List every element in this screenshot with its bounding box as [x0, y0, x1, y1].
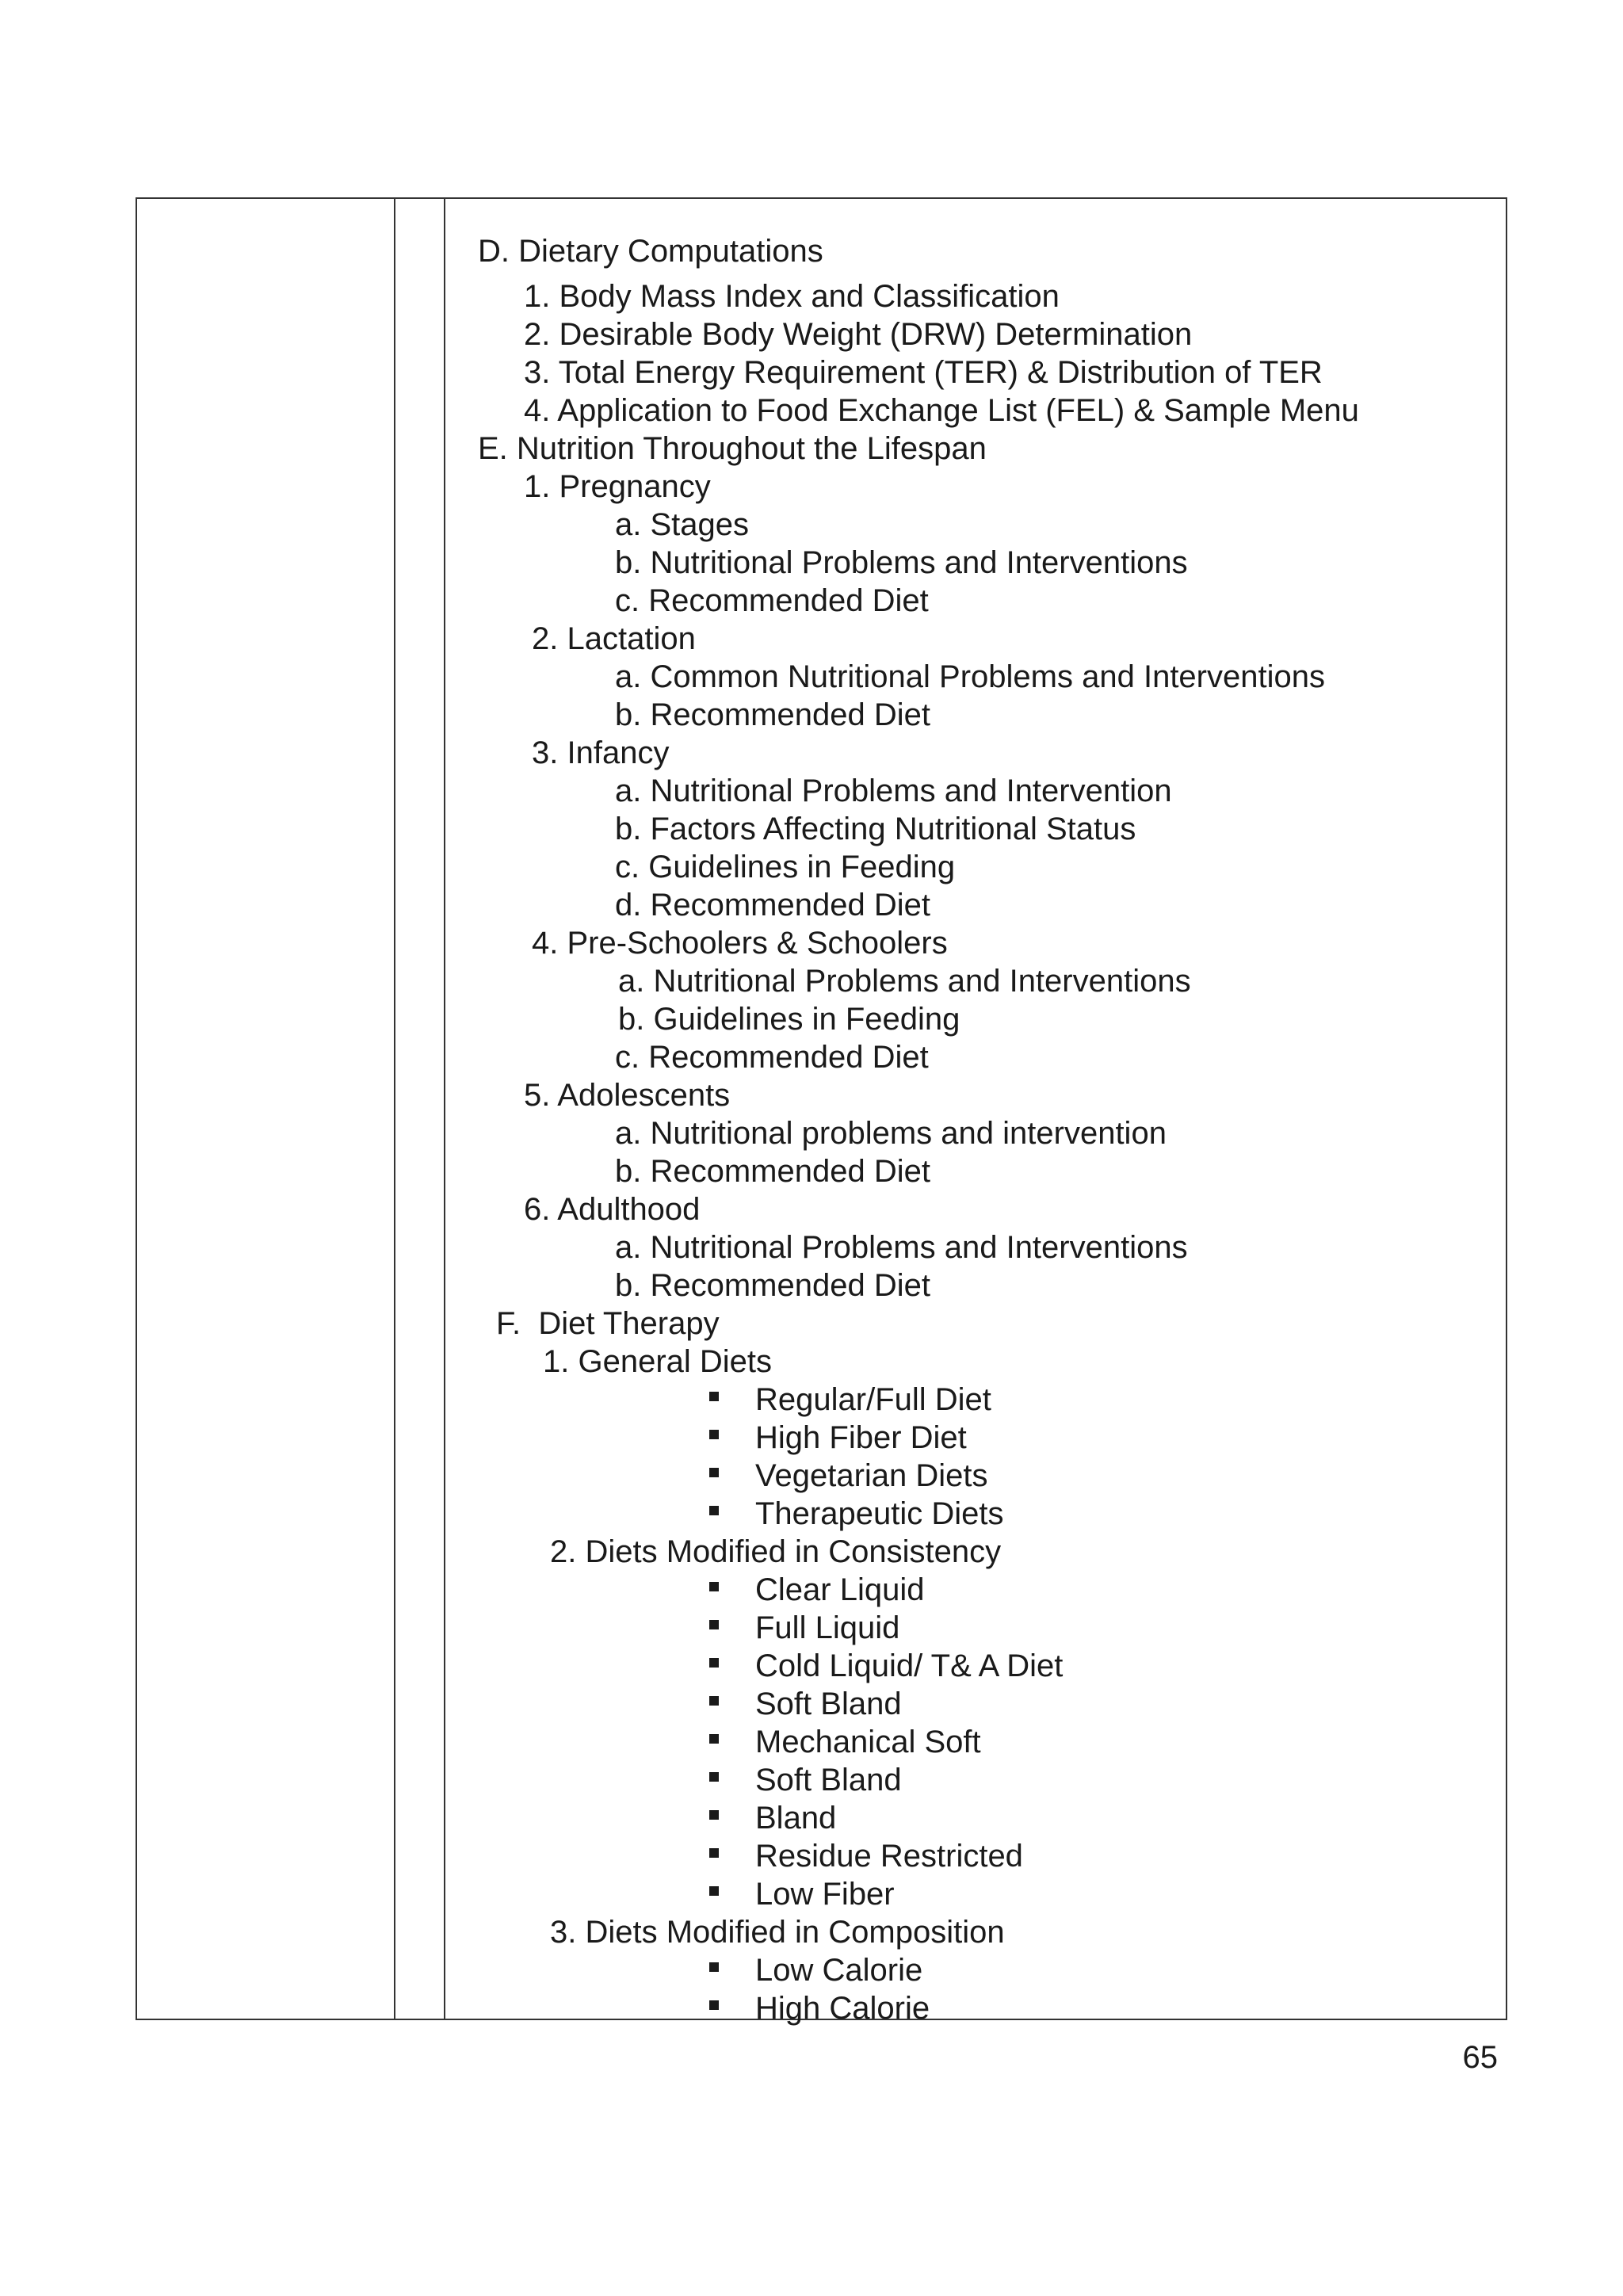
page-number: 65	[1462, 2040, 1498, 2075]
square-bullet-icon	[709, 1658, 719, 1668]
outline-item: d. Recommended Diet	[615, 888, 930, 923]
bullet-item: High Fiber Diet	[755, 1420, 967, 1455]
square-bullet-icon	[709, 1962, 719, 1972]
outline-item: 3. Total Energy Requirement (TER) & Distribution of TER	[524, 355, 1323, 390]
square-bullet-icon	[709, 1772, 719, 1782]
outline-item: 2. Desirable Body Weight (DRW) Determination	[524, 317, 1193, 352]
square-bullet-icon	[709, 1886, 719, 1896]
outline-subheading: 2. Lactation	[532, 621, 696, 656]
bullet-item: Soft Bland	[755, 1763, 902, 1797]
bullet-item: Low Fiber	[755, 1877, 895, 1912]
square-bullet-icon	[709, 1696, 719, 1706]
outline-subheading: 1. General Diets	[543, 1344, 773, 1379]
column-divider	[394, 199, 395, 2019]
outline-item: a. Nutritional Problems and Intervention	[615, 774, 1172, 808]
outline-item: b. Guidelines in Feeding	[618, 1002, 960, 1037]
bullet-item: Soft Bland	[755, 1687, 902, 1721]
bullet-item: Cold Liquid/ T& A Diet	[755, 1648, 1064, 1683]
outline-item: 4. Application to Food Exchange List (FEL) & Sample Menu	[524, 393, 1359, 428]
outline-item: c. Guidelines in Feeding	[615, 850, 956, 884]
outline-subheading: 1. Pregnancy	[524, 469, 711, 504]
section-heading: E. Nutrition Throughout the Lifespan	[478, 431, 987, 466]
square-bullet-icon	[709, 1848, 719, 1858]
section-heading: F. Diet Therapy	[496, 1306, 720, 1341]
outline-subheading: 4. Pre-Schoolers & Schoolers	[532, 926, 948, 961]
square-bullet-icon	[709, 2000, 719, 2010]
bullet-item: Full Liquid	[755, 1610, 900, 1645]
bullet-item: Bland	[755, 1801, 837, 1836]
outline-subheading: 2. Diets Modified in Consistency	[550, 1534, 1002, 1569]
outline-item: c. Recommended Diet	[615, 583, 929, 618]
outline-item: b. Recommended Diet	[615, 1154, 930, 1189]
outline-subheading: 5. Adolescents	[524, 1078, 731, 1113]
outline-subheading: 6. Adulthood	[524, 1192, 701, 1227]
outline-item: c. Recommended Diet	[615, 1040, 929, 1075]
bullet-item: Therapeutic Diets	[755, 1496, 1004, 1531]
column-divider	[444, 199, 445, 2019]
bullet-item: Mechanical Soft	[755, 1725, 981, 1759]
square-bullet-icon	[709, 1582, 719, 1591]
outline-item: a. Nutritional Problems and Interventions	[618, 964, 1191, 999]
outline-subheading: 3. Diets Modified in Composition	[550, 1915, 1005, 1950]
outline-subheading: 3. Infancy	[532, 735, 670, 770]
outline-item: b. Nutritional Problems and Interventions	[615, 545, 1188, 580]
bullet-item: Residue Restricted	[755, 1839, 1023, 1874]
outline-item: b. Recommended Diet	[615, 1268, 930, 1303]
square-bullet-icon	[709, 1620, 719, 1629]
square-bullet-icon	[709, 1506, 719, 1515]
outline-item: 1. Body Mass Index and Classification	[524, 279, 1060, 314]
bullet-item: Clear Liquid	[755, 1572, 925, 1607]
outline-item: b. Recommended Diet	[615, 697, 930, 732]
square-bullet-icon	[709, 1430, 719, 1439]
bullet-item: Low Calorie	[755, 1953, 923, 1988]
square-bullet-icon	[709, 1468, 719, 1477]
outline-item: a. Nutritional problems and intervention	[615, 1116, 1167, 1151]
square-bullet-icon	[709, 1392, 719, 1401]
square-bullet-icon	[709, 1810, 719, 1820]
bullet-item: High Calorie	[755, 1991, 930, 2026]
bullet-item: Regular/Full Diet	[755, 1382, 991, 1417]
outline-item: a. Stages	[615, 507, 750, 542]
section-heading: D. Dietary Computations	[478, 234, 823, 269]
outline-item: b. Factors Affecting Nutritional Status	[615, 812, 1136, 846]
outline-item: a. Common Nutritional Problems and Interventions	[615, 659, 1325, 694]
bullet-item: Vegetarian Diets	[755, 1458, 988, 1493]
outline-item: a. Nutritional Problems and Interventions	[615, 1230, 1188, 1265]
square-bullet-icon	[709, 1734, 719, 1744]
